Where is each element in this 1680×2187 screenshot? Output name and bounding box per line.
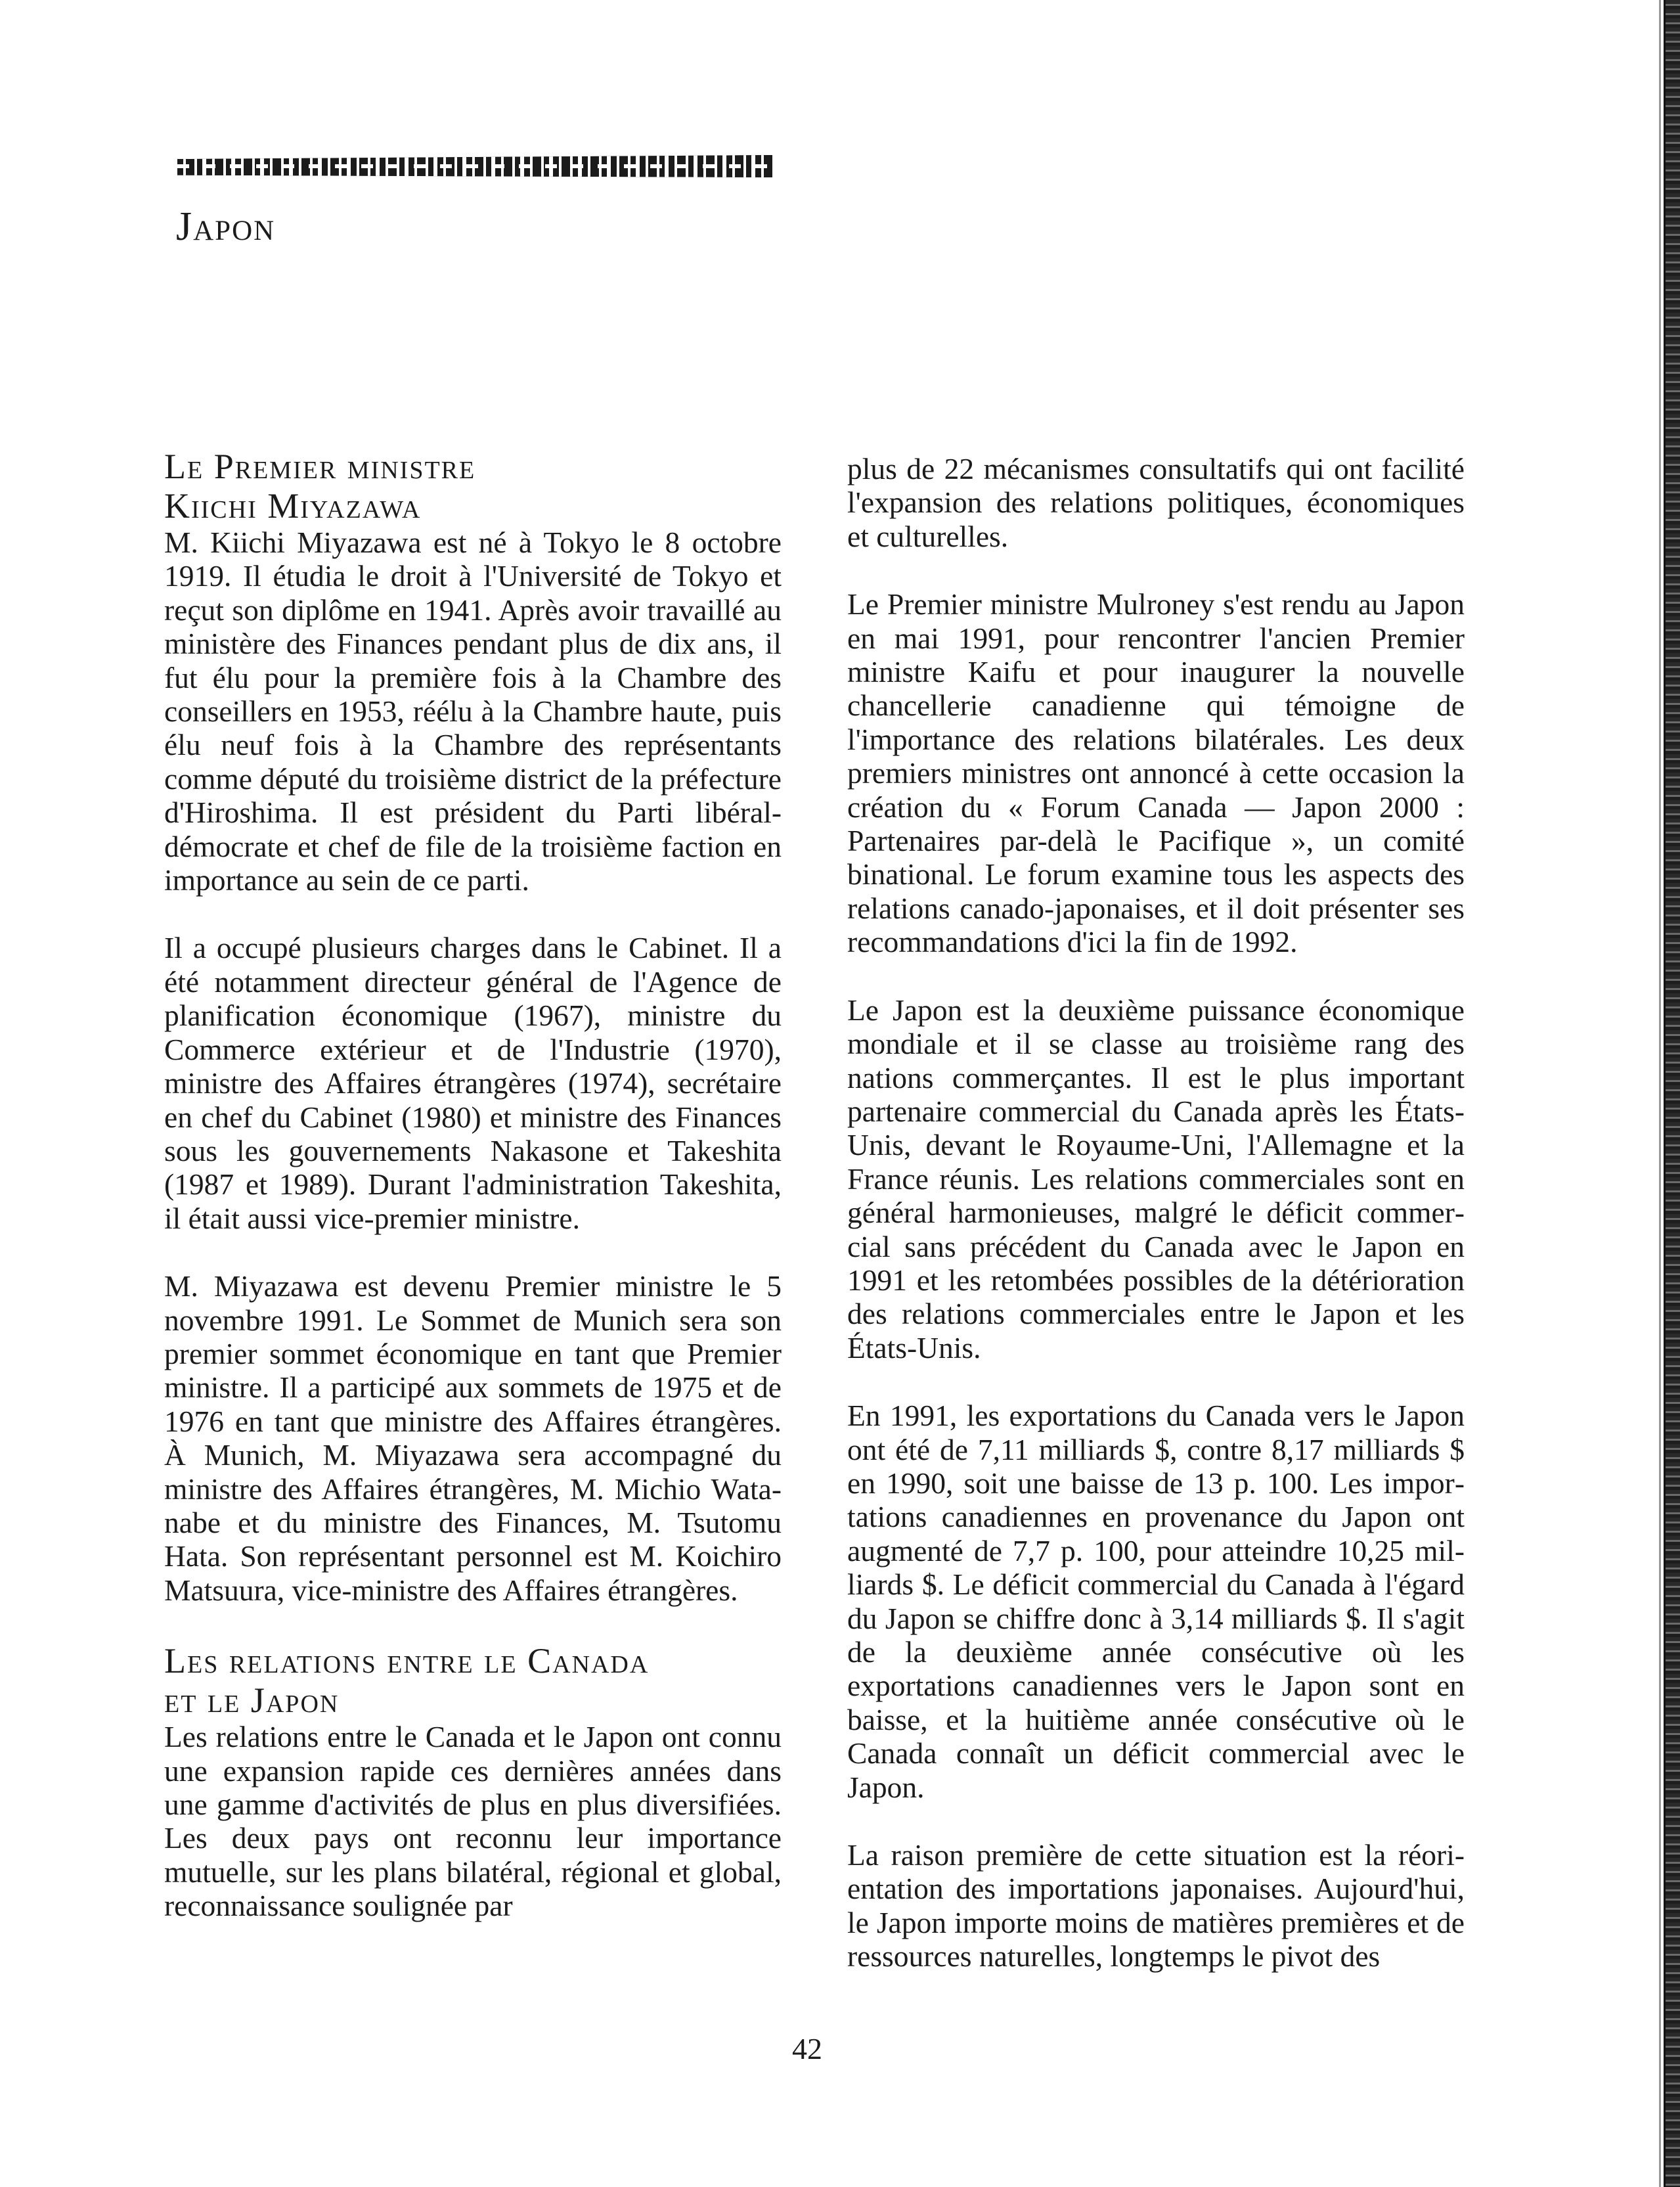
heading-line: et le Japon <box>164 1680 340 1721</box>
paragraph: Les relations entre le Canada et le Japon ont connu une expansion rapide ces dernières années dans une gamme d'activités de plus en plus diversifiées. Les deux pays ont reconnu leur importance mutuelle, sur les plans bilatéral, régional et global, reconnaissance soulignée par <box>164 1720 782 1923</box>
paragraph: Le Premier ministre Mulroney s'est rendu au Japon en mai 1991, pour rencontrer l'ancien Premier ministre Kaifu et pour inaugurer la nouvelle chancellerie canadienne qui témoigne de l'importance des relations bilatérales. Les deux premiers ministres ont annoncé à cette occasion la création du « Forum Canada — Japon 2000 : Partenaires par-delà le Pacifique », un comité binational. Le forum examine tous les aspects des relations canado-japonaises, et il doit présenter ses recommandations d'ici la fin de 1992. <box>847 587 1465 959</box>
paragraph: M. Kiichi Miyazawa est né à Tokyo le 8 octobre 1919. Il étudia le droit à l'Université de Tokyo et reçut son diplôme en 1941. Après avoir travaillé au ministère des Finances pendant plus de dix ans, il fut élu pour la première fois à la Chambre des conseillers en 1953, réélu à la Chambre haute, puis élu neuf fois à la Chambre des représentants comme député du troisième district de la préfecture d'Hiroshima. Il est président du Parti libéral-démocrate et chef de file de la troisième faction en importance au sein de ce parti. <box>164 526 782 897</box>
left-column <box>164 447 782 1923</box>
paragraph: plus de 22 mécanismes consultatifs qui ont facilité l'expansion des relations politiques, économiques et culturelles. <box>847 452 1465 553</box>
heading-line: Le Premier ministre <box>164 447 476 486</box>
paragraph: Le Japon est la deuxième puissance économique mondiale et il se classe au troisième rang des nations commerçantes. Il est le plus important partenaire commercial du Canada après les États-Unis, devant le Royaume-Uni, l'Allemagne et la France réunis. Les relations commerciales sont en général harmonieuses, malgré le déficit commercial sans précédent du Canada avec le Japon en 1991 et les retombées possibles de la détérioration des relations commerciales entre le Japon et les États-Unis. <box>847 993 1465 1364</box>
paragraph: En 1991, les exportations du Canada vers le Japon ont été de 7,11 milliards $, contre 8,17 milliards $ en 1990, soit une baisse de 13 p. 100. Les importations canadiennes en provenance du Japon ont augmenté de 7,7 p. 100, pour atteindre 10,25 milliards $. Le déficit commercial du Canada à l'égard du Japon se chiffre donc à 3,14 milliards $. Il s'agit de la deuxième année consécutive où les exportations canadiennes vers le Japon sont en baisse, et la huitième année consécutive où le Canada connaît un déficit commercial avec le Japon. <box>847 1399 1465 1804</box>
section-heading-canada-japan-relations <box>164 1641 782 1720</box>
scan-page-edge <box>1664 0 1680 2187</box>
heading-line: Les relations entre le Canada <box>164 1641 650 1681</box>
decorative-border-ornament <box>177 155 775 177</box>
paragraph: Il a occupé plusieurs charges dans le Cabinet. Il a été notamment directeur général de l'Agence de planification économique (1967), ministre du Commerce extérieur et de l'Industrie (1970), ministre des Affaires étrangères (1974), secrétaire en chef du Cabinet (1980) et ministre des Finances sous les gouvernements Nakasone et Takeshita (1987 et 1989). Durant l'administration Takeshita, il était aussi vice-premier ministre. <box>164 931 782 1235</box>
page-title: Japon <box>176 204 276 249</box>
right-column <box>847 452 1465 1973</box>
paragraph: M. Miyazawa est devenu Premier ministre le 5 novembre 1991. Le Sommet de Munich sera son premier sommet économique en tant que Premier ministre. Il a participé aux sommets de 1975 et de 1976 en tant que ministre des Affaires étrangères. À Munich, M. Miyazawa sera accompagné du ministre des Affaires étrangères, M. Michio Watanabe et du ministre des Finances, M. Tsutomu Hata. Son représentant personnel est M. Koichiro Matsuura, vice-ministre des Affaires étrangères. <box>164 1269 782 1607</box>
section-heading-prime-minister <box>164 447 782 526</box>
heading-line: Kiichi Miyazawa <box>164 486 422 526</box>
paragraph: La raison première de cette situation est la réorientation des importations japonaises. Aujourd'hui, le Japon importe moins de matières premières et de ressources naturelles, longtemps le pivot des <box>847 1838 1465 1973</box>
page-number: 42 <box>792 2032 822 2065</box>
